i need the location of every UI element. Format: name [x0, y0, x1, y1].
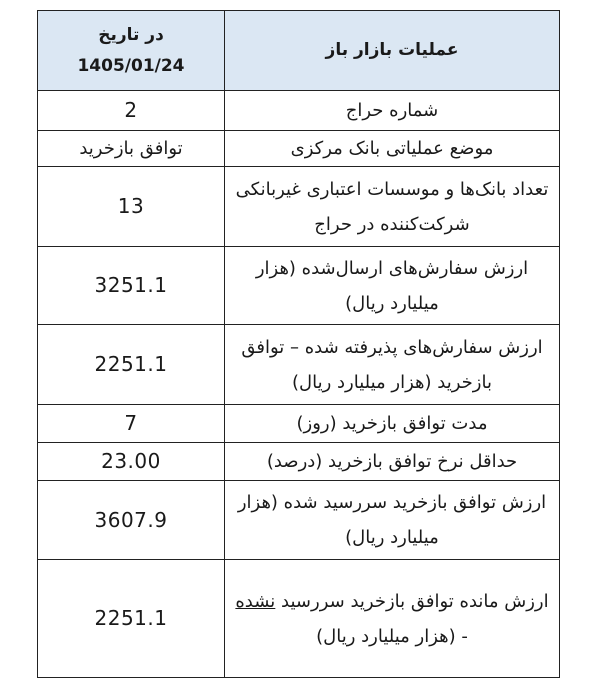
row-label: شماره حراج: [225, 91, 560, 131]
table-row: [38, 131, 560, 167]
row-value: 7: [38, 405, 225, 443]
table-row: [38, 405, 560, 443]
row-label: حداقل نرخ توافق بازخرید (درصد): [225, 443, 560, 481]
table-row: [38, 325, 560, 405]
row-value: 2: [38, 91, 225, 131]
row-label-part: - (هزار میلیارد ریال): [316, 625, 468, 647]
row-label: ارزش سفارش‌های پذیرفته شده – توافق بازخرید (هزار میلیارد ریال): [225, 325, 560, 405]
row-label: موضع عملیاتی بانک مرکزی: [225, 131, 560, 167]
table-header-row: [38, 11, 560, 91]
row-value: 23.00: [38, 443, 225, 481]
date-label: در تاریخ: [98, 24, 164, 45]
row-label: مدت توافق بازخرید (روز): [225, 405, 560, 443]
table-title: عملیات بازار باز: [225, 11, 560, 91]
table-row: [38, 91, 560, 131]
date-header: [38, 11, 225, 91]
row-value: 2251.1: [38, 560, 225, 678]
row-value: توافق بازخرید: [38, 131, 225, 167]
table-row: [38, 443, 560, 481]
table-row: [38, 247, 560, 325]
row-value: 13: [38, 167, 225, 247]
open-market-operations-table: [37, 10, 560, 678]
table-row: [38, 167, 560, 247]
row-label-underlined: نشده: [235, 590, 276, 612]
row-value: 2251.1: [38, 325, 225, 405]
row-value: 3607.9: [38, 481, 225, 560]
row-label-part: ارزش مانده توافق بازخرید سررسید: [275, 590, 549, 612]
row-value: 3251.1: [38, 247, 225, 325]
row-label: تعداد بانک‌ها و موسسات اعتباری غیربانکی شرکت‌کننده در حراج: [225, 167, 560, 247]
row-label: ارزش سفارش‌های ارسال‌شده (هزار میلیارد ریال): [225, 247, 560, 325]
table-row: [38, 481, 560, 560]
date-value: 1405/01/24: [77, 55, 185, 76]
repo-operations-table-container: [37, 10, 559, 678]
row-label: [225, 560, 560, 678]
table-row: [38, 560, 560, 678]
row-label: ارزش توافق بازخرید سررسید شده (هزار میلیارد ریال): [225, 481, 560, 560]
